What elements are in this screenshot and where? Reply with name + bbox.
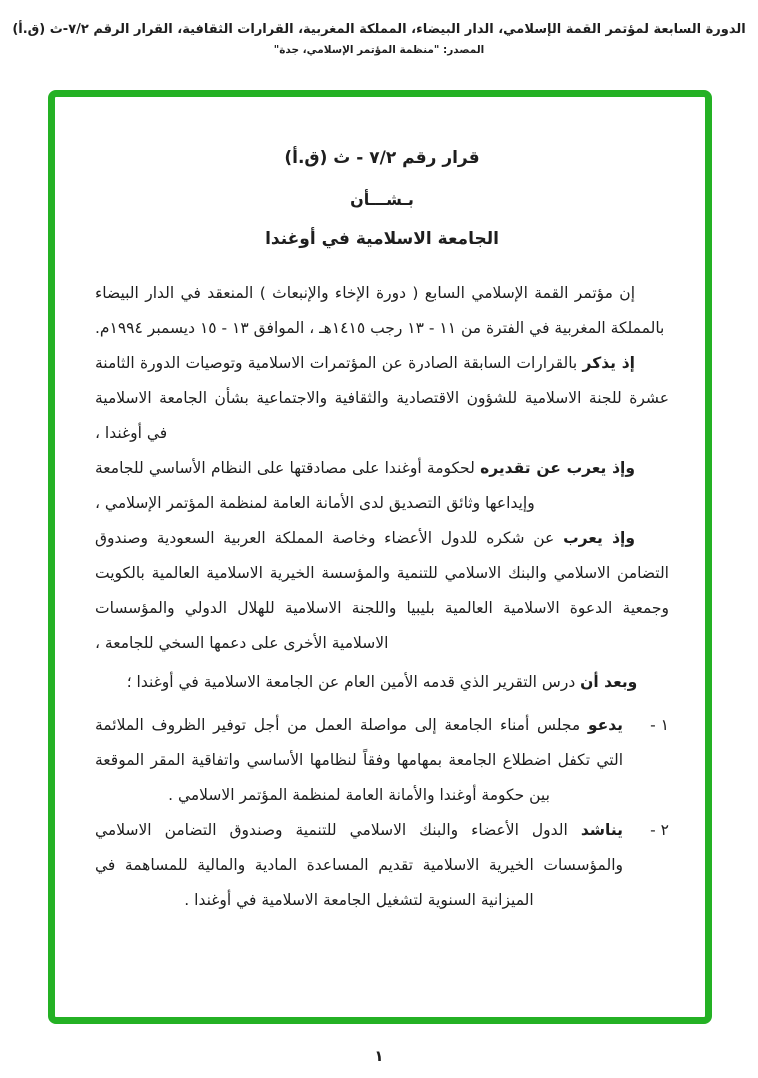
preamble-recalling-paragraph xyxy=(95,346,669,451)
paragraph-text: بالقرارات السابقة الصادرة عن المؤتمرات الاسلامية وتوصيات الدورة الثامنة عشرة للجنة الاسلامية للشؤون الاقتصادية والثقافية والاجتماعية بشأن الجامعة الاسلامية في أوغندا ، xyxy=(95,354,669,442)
page-number: ١ xyxy=(374,1047,384,1065)
paragraph-lead: وبعد أن xyxy=(580,673,638,691)
paragraph-text: عن شكره للدول الأعضاء وخاصة المملكة العربية السعودية وصندوق التضامن الاسلامي والبنك الاسلامي للتنمية والمؤسسة الخيرية الاسلامية العالمية بالكويت وجمعية الدعوة الاسلامية العالمية بليبيا واللجنة الاسلامية للهلال الدولي والمؤسسات الاسلامية الأخرى على دعمها السخي للجامعة ، xyxy=(95,529,669,652)
paragraph-text: لحكومة أوغندا على مصادقتها على النظام الأساسي للجامعة وإيداعها وثائق التصديق لدى الأمانة العامة لمنظمة المؤتمر الإسلامي ، xyxy=(95,459,535,512)
paragraph-lead: إذ يذكر xyxy=(582,354,635,372)
green-border-frame xyxy=(48,90,712,1024)
resolution-item-1 xyxy=(95,708,669,813)
item-lead: يناشد xyxy=(580,821,623,839)
resolution-number-title: قرار رقم ٧/٢ - ث (ق.أ) xyxy=(284,148,480,168)
item-number: ١ - xyxy=(650,716,669,734)
header-source-line: المصدر: "منظمة المؤتمر الإسلامي، جدة" xyxy=(273,44,485,56)
regarding-title: بـشـــأن xyxy=(350,190,414,209)
item-text: الدول الأعضاء والبنك الاسلامي للتنمية وصندوق التضامن الاسلامي والمؤسسات الخيرية الاسلامية تقديم المساعدة المادية والمالية للمساهمة في الميزانية السنوية لتشغيل الجامعة الاسلامية في أوغندا . xyxy=(95,821,623,909)
preamble-opening-paragraph xyxy=(95,276,669,346)
resolution-items-list xyxy=(95,708,669,918)
subject-title: الجامعة الاسلامية في أوغندا xyxy=(265,229,499,249)
paragraph-lead: وإذ يعرب xyxy=(563,529,635,547)
header-session-line: الدورة السابعة لمؤتمر القمة الإسلامي، الدار البيضاء، المملكة المغربية، القرارات الثقافية، القرار الرقم ٧/٢-ث (ق.أ) xyxy=(12,22,746,37)
paragraph-lead: وإذ يعرب عن تقديره xyxy=(480,459,635,477)
item-lead: يدعو xyxy=(587,716,623,734)
resolution-content xyxy=(55,97,705,918)
scan-header xyxy=(8,22,750,56)
paragraph-text: إن مؤتمر القمة الإسلامي السابع ( دورة الإخاء والإنبعاث ) المنعقد في الدار البيضاء بالمملكة المغربية في الفترة من ١١ - ١٣ رجب ١٤١٥هـ ، الموافق ١٣ - ١٥ ديسمبر ١٩٩٤م. xyxy=(95,284,665,337)
item-number: ٢ - xyxy=(650,821,669,839)
resolution-item-2 xyxy=(95,813,669,918)
paragraph-text: درس التقرير الذي قدمه الأمين العام عن الجامعة الاسلامية في أوغندا ؛ xyxy=(126,673,576,691)
preamble-report-paragraph xyxy=(95,665,669,700)
item-text: مجلس أمناء الجامعة إلى مواصلة العمل من أجل توفير الظروف الملائمة التي تكفل اضطلاع الجامعة بمهامها وفقاً لنظامها الأساسي واتفاقية المقر الموقعة بين حكومة أوغندا والأمانة العامة لمنظمة المؤتمر الاسلامي . xyxy=(95,716,623,804)
item-body xyxy=(95,708,623,813)
preamble-thanks-paragraph xyxy=(95,521,669,661)
item-body xyxy=(95,813,623,918)
preamble-appreciation-paragraph xyxy=(95,451,669,521)
